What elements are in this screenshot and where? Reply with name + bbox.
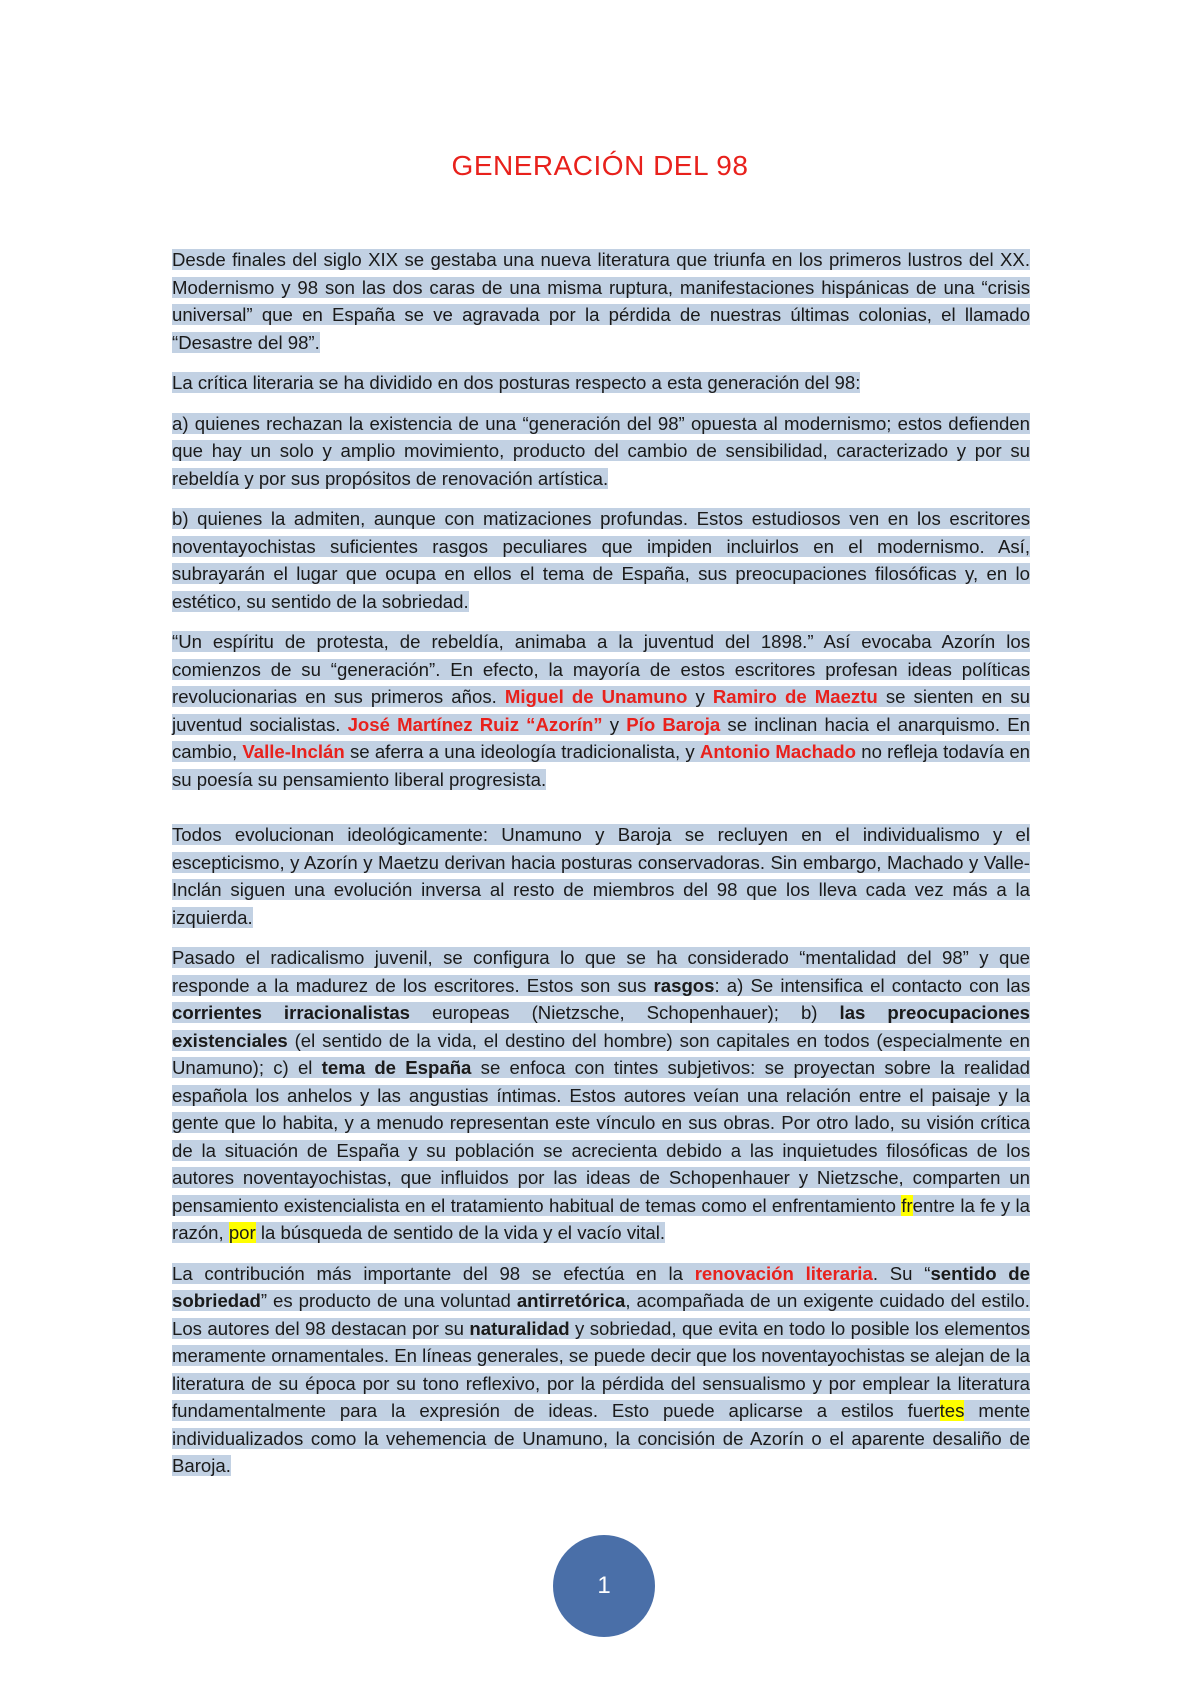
paragraph-postura-a <box>172 410 1030 493</box>
keyword-rasgos: rasgos <box>653 974 715 996</box>
paragraph-intro-text: Desde finales del siglo XIX se gestaba una nueva literatura que triunfa en los primeros lustros del XX. Modernismo y 98 son las dos caras de una misma ruptura, manifestaciones hispánicas de una “crisis universal” que en España se ve agravada por la pérdida de nuestras últimas colonias, el llamado “Desastre del 98”. <box>172 249 1030 353</box>
text-run: y <box>687 686 713 707</box>
text-run: se enfoca con tintes subjetivos: se proyectan sobre la realidad española los anhelos y las angustias íntimas. Estos autores veían una relación entre el paisaje y la gente que lo habita, y a menudo representan este vínculo en sus obras. Por otro lado, su visión crítica de la situación de España y su población se acrecienta debido a las inquietudes filosóficas de los autores noventayochistas, que influidos por las ideas de Schopenhauer y Nietzsche, comparten un pensamiento existencialista en el tratamiento habitual de temas como el enfrentamiento <box>172 1057 1030 1216</box>
author-baroja: Pío Baroja <box>626 713 721 735</box>
paragraph-contribucion-text <box>172 1263 1030 1477</box>
paragraph-postura-b-text: b) quienes la admiten, aunque con matizaciones profundas. Estos estudiosos ven en los escritores noventayochistas suficientes rasgos peculiares que impiden incluirlos en el modernismo. Así, subrayarán el lugar que ocupa en ellos el tema de España, sus preocupaciones filosóficas y, en lo estético, su sentido de la sobriedad. <box>172 508 1030 612</box>
paragraph-contribucion <box>172 1260 1030 1480</box>
page-number-badge: 1 <box>553 1535 655 1637</box>
author-valle-inclan: Valle-Inclán <box>242 741 345 762</box>
paragraph-mentalidad-text <box>172 947 1030 1243</box>
author-maeztu: Ramiro de Maeztu <box>712 686 878 707</box>
text-run: . Su “ <box>872 1262 931 1284</box>
paragraph-protesta <box>172 628 1030 793</box>
text-run: , acompañada de un exigente cuidado del estilo. Los autores del 98 destacan por su <box>172 1290 1030 1339</box>
paragraph-critica <box>172 369 1030 397</box>
yellow-highlight: tes <box>939 1400 965 1421</box>
text-run: y sobriedad, que evita en todo lo posible los elementos meramente ornamentales. En líneas generales, se puede decir que los noventayochistas se alejan de la literatura de su época por su tono reflexivo, por la pérdida del sensualismo y por emplear la literatura fundamentalmente para la expresión de ideas. Esto puede aplicarse a estilos fuer <box>172 1317 1030 1421</box>
text-run: entre la fe y la razón, <box>172 1194 1031 1243</box>
text-run: La contribución más importante del 98 se efectúa en la <box>172 1262 695 1284</box>
paragraph-evolucion-text: Todos evolucionan ideológicamente: Unamuno y Baroja se recluyen en el individualismo y el escepticismo, y Azorín y Maetzu derivan hacia posturas conservadoras. Sin embargo, Machado y Valle-Inclán siguen una evolución inversa al resto de miembros del 98 que los lleva cada vez más a la izquierda. <box>172 824 1030 928</box>
text-run: se sienten en su juventud socialistas. <box>172 686 1030 735</box>
keyword-renovacion: renovación literaria <box>694 1262 873 1284</box>
author-machado: Antonio Machado <box>699 741 856 762</box>
text-run: : a) Se intensifica el contacto con las <box>714 974 1030 996</box>
text-run: ” es producto de una voluntad <box>260 1290 517 1311</box>
keyword-corrientes: corrientes irracionalistas <box>172 1002 411 1023</box>
text-run: “Un espíritu de protesta, de rebeldía, animaba a la juventud del 1898.” Así evocaba Azorín los comienzos de su “generación”. En efecto, la mayoría de estos escritores profesan ideas políticas revolucionarias en sus primeros años. <box>172 631 1030 707</box>
page-title: GENERACIÓN DEL 98 <box>451 150 749 181</box>
text-run: (el sentido de la vida, el destino del hombre) son capitales en todos (especialmente en Unamuno); c) el <box>172 1029 1030 1078</box>
text-run: mente individualizados como la vehemencia de Unamuno, la concisión de Azorín o el aparente desaliño de Baroja. <box>172 1400 1031 1476</box>
paragraph-evolucion <box>172 821 1030 931</box>
author-unamuno: Miguel de Unamuno <box>504 686 688 707</box>
author-azorin: José Martínez Ruiz “Azorín” <box>347 713 603 735</box>
paragraph-intro <box>172 246 1030 356</box>
text-run: y <box>602 713 627 735</box>
keyword-preocupaciones: las preocupaciones existenciales <box>172 1002 1030 1051</box>
keyword-naturalidad: naturalidad <box>469 1317 570 1339</box>
paragraph-postura-a-text: a) quienes rechazan la existencia de una “generación del 98” opuesta al modernismo; estos defienden que hay un solo y amplio movimiento, producto del cambio de sensibilidad, caracterizado y por su rebeldía y por sus propósitos de renovación artística. <box>172 412 1030 489</box>
text-run: se inclinan hacia el anarquismo. En cambio, <box>172 713 1030 762</box>
paragraph-mentalidad <box>172 944 1030 1247</box>
keyword-antirretorica: antirretórica <box>516 1290 626 1311</box>
text-run: europeas (Nietzsche, Schopenhauer); b) <box>410 1002 840 1023</box>
keyword-tema-espana: tema de España <box>321 1057 472 1078</box>
text-run: se aferra a una ideología tradicionalista, y <box>344 741 700 762</box>
keyword-sobriedad: sentido de sobriedad <box>172 1262 1030 1311</box>
text-run: la búsqueda de sentido de la vida y el vacío vital. <box>255 1222 666 1243</box>
paragraph-protesta-text <box>172 631 1030 790</box>
text-run: no refleja todavía en su poesía su pensamiento liberal progresista. <box>172 741 1030 790</box>
text-run: Pasado el radicalismo juvenil, se configura lo que se ha considerado “mentalidad del 98” y que responde a la madurez de los escritores. Estos son sus <box>172 947 1030 996</box>
paragraph-postura-b <box>172 505 1030 615</box>
paragraph-critica-text: La crítica literaria se ha dividido en dos posturas respecto a esta generación del 98: <box>172 372 861 393</box>
document-body <box>172 246 1030 1493</box>
yellow-highlight: fr <box>901 1194 913 1216</box>
yellow-highlight: por <box>228 1222 256 1243</box>
